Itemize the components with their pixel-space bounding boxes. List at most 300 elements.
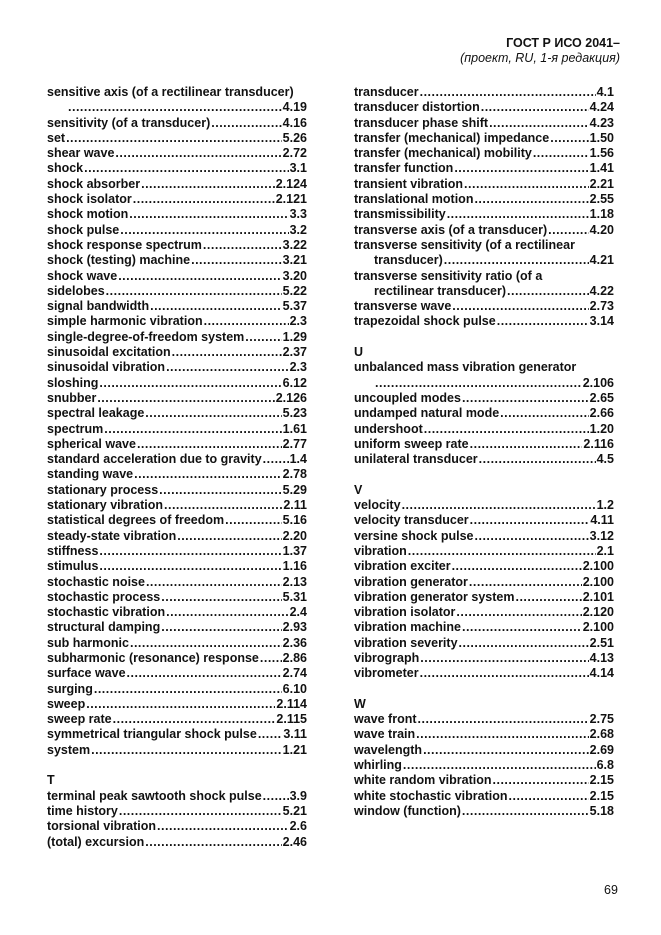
clause-number: 1.37 <box>282 543 307 558</box>
index-term: white stochastic vibration <box>354 788 508 803</box>
dot-leader <box>106 284 282 299</box>
index-entry <box>47 131 307 146</box>
index-term: shock wave <box>47 268 118 283</box>
dot-leader <box>133 192 275 207</box>
dot-leader <box>99 376 281 391</box>
dot-leader <box>127 666 282 681</box>
clause-number: 1.20 <box>589 421 614 436</box>
dot-leader <box>464 177 589 192</box>
index-term: translational motion <box>354 192 474 207</box>
index-term: steady-state vibration <box>47 528 177 543</box>
dot-leader <box>104 422 281 437</box>
index-entry <box>354 513 614 528</box>
section-gap <box>354 330 614 345</box>
dot-leader <box>177 529 281 544</box>
index-term: W <box>354 696 366 711</box>
clause-number: 2.116 <box>583 436 614 451</box>
clause-number: 4.24 <box>589 100 614 115</box>
dot-leader <box>418 712 589 727</box>
dot-leader <box>91 743 282 758</box>
clause-number: 3.21 <box>282 253 307 268</box>
index-entry <box>47 422 307 437</box>
index-heading <box>354 238 614 253</box>
dot-leader <box>416 727 589 742</box>
clause-number: 3.12 <box>589 528 614 543</box>
index-entry <box>354 712 614 727</box>
index-entry <box>354 314 614 329</box>
dot-leader <box>423 743 589 758</box>
dot-leader <box>99 559 281 574</box>
index-entry <box>47 299 307 314</box>
index-entry <box>354 789 614 804</box>
dot-leader <box>493 773 589 788</box>
dot-leader <box>137 437 282 452</box>
index-term: undamped natural mode <box>354 406 500 421</box>
dot-leader <box>150 299 282 314</box>
index-term: transducer <box>354 85 419 99</box>
clause-number: 5.29 <box>282 482 307 497</box>
index-term: single-degree-of-freedom system <box>47 329 245 344</box>
index-term: shock motion <box>47 207 129 222</box>
index-entry <box>354 437 614 452</box>
dot-leader <box>403 758 596 773</box>
index-entry <box>354 376 614 391</box>
clause-number: 1.56 <box>589 146 614 161</box>
index-term: sidelobes <box>47 283 105 298</box>
index-term: vibration severity <box>354 635 458 650</box>
index-entry <box>354 758 614 773</box>
index-term: transfer function <box>354 161 454 176</box>
dot-leader <box>452 299 588 314</box>
index-term: wave train <box>354 727 416 742</box>
index-term: (total) excursion <box>47 834 145 849</box>
index-term: uniform sweep rate <box>354 436 469 451</box>
index-entry <box>354 177 614 192</box>
clause-number: 1.18 <box>589 207 614 222</box>
clause-number: 4.23 <box>589 115 614 130</box>
dot-leader <box>97 391 274 406</box>
index-entry <box>354 284 614 299</box>
clause-number: 5.26 <box>282 130 307 145</box>
dot-leader <box>263 789 289 804</box>
dot-leader <box>191 253 282 268</box>
clause-number: 2.124 <box>275 176 307 191</box>
clause-number: 2.4 <box>289 605 307 620</box>
index-term: transverse sensitivity (of a rectilinear <box>354 237 575 252</box>
dot-leader <box>479 452 596 467</box>
clause-number: 1.4 <box>289 452 307 467</box>
dot-leader <box>420 666 589 681</box>
index-entry <box>354 207 614 222</box>
index-heading <box>354 269 614 284</box>
clause-number: 2.6 <box>289 819 307 834</box>
index-term: shear wave <box>47 146 115 161</box>
clause-number: 5.37 <box>282 299 307 314</box>
index-heading <box>354 697 614 712</box>
index-entry <box>354 636 614 651</box>
index-term: system <box>47 742 91 757</box>
dot-leader <box>497 314 589 329</box>
clause-number: 3.14 <box>589 314 614 329</box>
index-term: surging <box>47 681 93 696</box>
document-title: ГОСТ Р ИСО 2041– <box>506 36 620 50</box>
dot-leader <box>157 819 289 834</box>
clause-number: 2.37 <box>282 345 307 360</box>
index-term: stiffness <box>47 543 99 558</box>
index-term: vibrograph <box>354 650 420 665</box>
dot-leader <box>245 330 281 345</box>
index-term: transfer (mechanical) mobility <box>354 146 532 161</box>
index-term: sub harmonic <box>47 635 129 650</box>
index-entry <box>47 697 307 712</box>
dot-leader <box>225 513 282 528</box>
clause-number: 3.1 <box>289 161 307 176</box>
dot-leader <box>481 100 589 115</box>
dot-leader <box>129 207 288 222</box>
index-entry <box>47 835 307 850</box>
clause-number: 2.21 <box>589 176 614 191</box>
clause-number: 2.15 <box>589 773 614 788</box>
index-term: stochastic vibration <box>47 605 166 620</box>
dot-leader <box>462 804 589 819</box>
index-term: surface wave <box>47 666 126 681</box>
index-entry <box>47 590 307 605</box>
index-entry <box>354 559 614 574</box>
clause-number: 1.29 <box>282 329 307 344</box>
clause-number: 2.100 <box>582 620 614 635</box>
dot-leader <box>263 452 289 467</box>
index-term: transverse wave <box>354 299 452 314</box>
dot-leader <box>408 544 596 559</box>
index-column-left <box>47 85 307 850</box>
index-entry <box>354 161 614 176</box>
section-gap <box>47 758 307 773</box>
index-entry <box>354 804 614 819</box>
index-entry <box>47 651 307 666</box>
clause-number: 2.121 <box>275 192 307 207</box>
index-entry <box>47 804 307 819</box>
index-term: transient vibration <box>354 176 464 191</box>
dot-leader <box>130 636 282 651</box>
dot-leader <box>454 161 588 176</box>
index-entry <box>47 360 307 375</box>
index-entry <box>354 498 614 513</box>
dot-leader <box>68 100 282 115</box>
index-entry <box>47 269 307 284</box>
dot-leader <box>115 146 281 161</box>
dot-leader <box>452 559 582 574</box>
dot-leader <box>509 789 589 804</box>
index-term: wavelength <box>354 742 423 757</box>
dot-leader <box>462 620 582 635</box>
clause-number: 4.5 <box>596 452 614 467</box>
index-entry <box>47 161 307 176</box>
index-term: sweep rate <box>47 712 112 727</box>
index-term: shock <box>47 161 84 176</box>
index-entry <box>47 513 307 528</box>
index-term: T <box>47 773 55 788</box>
index-entry <box>354 727 614 742</box>
index-term: set <box>47 130 66 145</box>
dot-leader <box>120 223 288 238</box>
index-term: transverse sensitivity ratio (of a <box>354 268 543 283</box>
index-entry <box>47 376 307 391</box>
index-term: uncoupled modes <box>354 390 461 405</box>
index-term: transducer distortion <box>354 100 480 115</box>
clause-number: 2.51 <box>589 635 614 650</box>
index-entry <box>354 529 614 544</box>
index-entry <box>354 406 614 421</box>
index-entry <box>354 223 614 238</box>
dot-leader <box>420 85 596 100</box>
dot-leader <box>211 116 281 131</box>
clause-number: 5.23 <box>282 406 307 421</box>
index-entry <box>47 406 307 421</box>
index-term: standard acceleration due to gravity <box>47 452 262 467</box>
page-header <box>460 36 620 66</box>
index-term: spectral leakage <box>47 406 145 421</box>
index-entry <box>354 391 614 406</box>
index-term: trapezoidal shock pulse <box>354 314 496 329</box>
clause-number: 2.78 <box>282 467 307 482</box>
index-term: torsional vibration <box>47 819 157 834</box>
index-term: stochastic process <box>47 589 161 604</box>
clause-number: 6.12 <box>282 375 307 390</box>
dot-leader <box>84 161 288 176</box>
clause-number: 4.21 <box>589 253 614 268</box>
clause-number: 2.3 <box>289 314 307 329</box>
clause-number: 1.41 <box>589 161 614 176</box>
index-entry <box>47 620 307 635</box>
index-term: transducer phase shift <box>354 115 489 130</box>
dot-leader <box>447 207 589 222</box>
dot-leader <box>489 116 589 131</box>
index-entry <box>354 192 614 207</box>
clause-number: 6.10 <box>282 681 307 696</box>
index-entry <box>47 575 307 590</box>
dot-leader <box>118 269 281 284</box>
clause-number: 2.120 <box>582 605 614 620</box>
clause-number: 1.21 <box>282 742 307 757</box>
index-entry <box>354 666 614 681</box>
dot-leader <box>500 406 589 421</box>
index-heading <box>47 85 307 100</box>
dot-leader <box>204 314 289 329</box>
index-term: vibration generator <box>354 574 468 589</box>
index-term: wave front <box>354 712 417 727</box>
index-term: signal bandwidth <box>47 299 150 314</box>
index-term: snubber <box>47 390 97 405</box>
clause-number: 2.86 <box>282 650 307 665</box>
index-entry <box>47 498 307 513</box>
document-subtitle: (проект, RU, 1-я редакция) <box>460 51 620 65</box>
clause-number: 2.75 <box>589 712 614 727</box>
clause-number: 4.22 <box>589 283 614 298</box>
dot-leader <box>172 345 282 360</box>
index-entry <box>354 85 614 100</box>
dot-leader <box>161 620 281 635</box>
index-entry <box>47 819 307 834</box>
index-heading <box>354 483 614 498</box>
index-entry <box>354 590 614 605</box>
clause-number: 3.3 <box>289 207 307 222</box>
clause-number: 5.22 <box>282 283 307 298</box>
index-entry <box>47 330 307 345</box>
index-entry <box>354 773 614 788</box>
dot-leader <box>166 360 289 375</box>
index-term: vibration exciter <box>354 559 451 574</box>
index-entry <box>354 620 614 635</box>
dot-leader <box>548 223 589 238</box>
index-entry <box>47 605 307 620</box>
index-term: undershoot <box>354 421 423 436</box>
clause-number: 2.65 <box>589 390 614 405</box>
index-heading <box>47 773 307 788</box>
clause-number: 4.11 <box>590 513 614 528</box>
index-term: spherical wave <box>47 436 136 451</box>
index-entry <box>47 146 307 161</box>
dot-leader <box>456 605 581 620</box>
dot-leader <box>459 636 589 651</box>
dot-leader <box>164 498 282 513</box>
index-entry <box>47 345 307 360</box>
index-term: window (function) <box>354 803 461 818</box>
index-term: transmissibility <box>354 207 446 222</box>
index-entry <box>354 116 614 131</box>
clause-number: 2.115 <box>276 712 307 727</box>
clause-number: 5.16 <box>282 513 307 528</box>
index-entry <box>354 651 614 666</box>
index-entry <box>47 391 307 406</box>
clause-number: 4.20 <box>589 222 614 237</box>
clause-number: 2.74 <box>282 666 307 681</box>
index-term: white random vibration <box>354 773 492 788</box>
index-entry <box>47 467 307 482</box>
clause-number: 2.126 <box>275 390 307 405</box>
dot-leader <box>462 391 589 406</box>
dot-leader <box>424 422 589 437</box>
index-term: simple harmonic vibration <box>47 314 203 329</box>
index-term: unilateral transducer <box>354 452 478 467</box>
clause-number: 5.31 <box>282 589 307 604</box>
clause-number: 4.14 <box>589 666 614 681</box>
clause-number: 2.3 <box>289 360 307 375</box>
clause-number: 2.46 <box>282 834 307 849</box>
clause-number: 3.2 <box>289 222 307 237</box>
clause-number: 2.20 <box>282 528 307 543</box>
dot-leader <box>134 467 282 482</box>
clause-number: 3.11 <box>283 727 307 742</box>
dot-leader <box>507 284 589 299</box>
dot-leader <box>402 498 596 513</box>
index-term: sinusoidal excitation <box>47 345 171 360</box>
index-entry <box>47 666 307 681</box>
section-gap <box>354 467 614 482</box>
clause-number: 1.2 <box>596 498 614 513</box>
index-term: sinusoidal vibration <box>47 360 166 375</box>
index-entry <box>47 223 307 238</box>
dot-leader <box>550 131 588 146</box>
index-entry <box>47 743 307 758</box>
index-entry <box>47 253 307 268</box>
index-entry <box>47 100 307 115</box>
clause-number: 6.8 <box>596 758 614 773</box>
index-entry <box>47 284 307 299</box>
dot-leader <box>258 727 283 742</box>
clause-number: 2.72 <box>282 146 307 161</box>
clause-number: 4.19 <box>282 100 307 115</box>
clause-number: 2.1 <box>596 543 614 558</box>
index-entry <box>354 299 614 314</box>
clause-number: 3.20 <box>282 268 307 283</box>
index-term: stimulus <box>47 559 99 574</box>
index-entry <box>47 116 307 131</box>
index-entry <box>47 529 307 544</box>
index-term: velocity transducer <box>354 513 469 528</box>
dot-leader <box>113 712 276 727</box>
index-heading <box>354 360 614 375</box>
index-term: rectilinear transducer) <box>374 283 506 298</box>
index-term: standing wave <box>47 467 134 482</box>
index-term: sloshing <box>47 375 99 390</box>
index-term: symmetrical triangular shock pulse <box>47 727 257 742</box>
index-term: U <box>354 345 364 360</box>
index-entry <box>354 605 614 620</box>
clause-number: 2.93 <box>282 620 307 635</box>
index-term: vibration <box>354 543 407 558</box>
index-term: shock (testing) machine <box>47 253 191 268</box>
clause-number: 2.15 <box>589 788 614 803</box>
index-term: transducer) <box>374 253 443 268</box>
dot-leader <box>166 605 289 620</box>
page-number: 69 <box>604 883 618 897</box>
clause-number: 2.13 <box>282 574 307 589</box>
dot-leader <box>475 529 589 544</box>
index-entry <box>47 452 307 467</box>
dot-leader <box>145 406 281 421</box>
index-term: stationary process <box>47 482 159 497</box>
index-entry <box>354 146 614 161</box>
dot-leader <box>469 575 582 590</box>
section-gap <box>354 682 614 697</box>
index-entry <box>47 314 307 329</box>
clause-number: 5.21 <box>282 803 307 818</box>
clause-number: 2.68 <box>589 727 614 742</box>
dot-leader <box>161 590 281 605</box>
dot-leader <box>260 651 282 666</box>
clause-number: 3.9 <box>289 788 307 803</box>
clause-number: 2.114 <box>276 696 307 711</box>
index-term: vibrometer <box>354 666 419 681</box>
index-term: transverse axis (of a transducer) <box>354 222 548 237</box>
dot-leader <box>145 835 281 850</box>
dot-leader <box>474 192 588 207</box>
index-entry <box>47 177 307 192</box>
dot-leader <box>470 513 590 528</box>
index-term: stationary vibration <box>47 498 163 513</box>
index-term: velocity <box>354 498 401 513</box>
dot-leader <box>444 253 589 268</box>
dot-leader <box>94 682 282 697</box>
clause-number: 4.16 <box>282 115 307 130</box>
clause-number: 2.106 <box>582 375 614 390</box>
index-entry <box>47 483 307 498</box>
index-term: vibration isolator <box>354 605 456 620</box>
index-term: unbalanced mass vibration generator <box>354 360 577 375</box>
clause-number: 4.1 <box>596 85 614 99</box>
dot-leader <box>119 804 282 819</box>
index-entry <box>47 682 307 697</box>
